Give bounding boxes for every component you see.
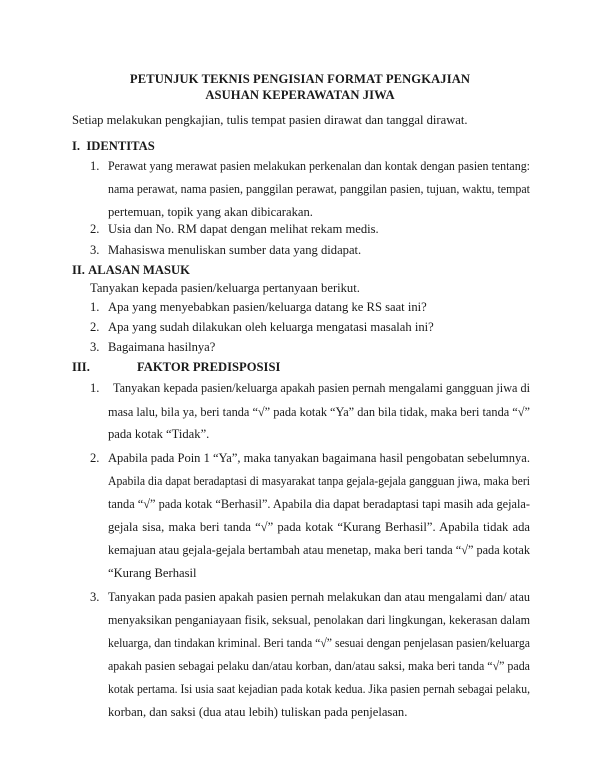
list-item-line: Apa yang menyebabkan pasien/keluarga datang ke RS saat ini? <box>108 300 427 314</box>
list-item-line: kotak pertama. Isi usia saat kejadian pada kotak kedua. Jika pasien pernah sebagai pelaku, <box>108 682 530 696</box>
list-item-number: 3. <box>90 340 100 354</box>
list-item-line: Tanyakan kepada pasien/keluarga apakah pasien pernah mengalami gangguan jiwa di <box>113 381 530 395</box>
list-item-line: nama perawat, nama pasien, panggilan perawat, panggilan pasien, tujuan, waktu, tempat <box>108 182 530 196</box>
section-alasan-masuk-heading <box>72 263 190 278</box>
list-item-line: Apabila dia dapat beradaptasi di masyarakat tanpa gejala-gejala gangguan jiwa, maka beri <box>108 474 530 488</box>
list-item-line: Apabila pada Poin 1 “Ya”, maka tanyakan bagaimana hasil pengobatan sebelumnya. <box>108 451 530 465</box>
list-item-number: 1. <box>90 381 100 395</box>
list-item-line: pada kotak “Tidak”. <box>108 427 210 441</box>
intro-paragraph: Setiap melakukan pengkajian, tulis tempat pasien dirawat dan tanggal dirawat. <box>72 113 468 127</box>
list-item-number: 2. <box>90 320 100 334</box>
document-title-line-2: ASUHAN KEPERAWATAN JIWA <box>205 88 395 102</box>
list-item-line: Bagaimana hasilnya? <box>108 340 216 354</box>
section-faktor-predisposisi-heading: FAKTOR PREDISPOSISI <box>137 360 281 374</box>
section-title: ALASAN MASUK <box>88 263 190 277</box>
list-item-number: 1. <box>90 300 100 314</box>
document-title-line-1: PETUNJUK TEKNIS PENGISIAN FORMAT PENGKAJIAN <box>129 72 471 86</box>
list-item-number: 2. <box>90 451 100 465</box>
list-item-line: tanda “√” pada kotak “Berhasil”. Apabila dia dapat beradaptasi tapi masih ada gejala- <box>108 497 530 511</box>
list-item-line: Usia dan No. RM dapat dengan melihat rekam medis. <box>108 222 379 236</box>
list-item-line: menyaksikan penganiayaan fisik, seksual, penolakan dari lingkungan, kekerasan dalam <box>108 613 530 627</box>
section-number: III. <box>72 360 90 374</box>
list-item-line: Apa yang sudah dilakukan oleh keluarga mengatasi masalah ini? <box>108 320 434 334</box>
list-item-line: Mahasiswa menuliskan sumber data yang didapat. <box>108 243 362 257</box>
section-identitas-heading <box>72 139 155 154</box>
list-item-line: apakah pasien sebagai pelaku dan/atau korban, dan/atau saksi, maka beri tanda “√” pada <box>108 659 530 673</box>
list-item-line: masa lalu, bila ya, beri tanda “√” pada kotak “Ya” dan bila tidak, maka beri tanda “√” <box>108 405 530 419</box>
list-item-line: Perawat yang merawat pasien melakukan perkenalan dan kontak dengan pasien tentang: <box>108 159 530 173</box>
section-title: IDENTITAS <box>86 139 155 153</box>
section-intro: Tanyakan kepada pasien/keluarga pertanyaan berikut. <box>90 281 360 295</box>
list-item-line: keluarga, dan tindakan kriminal. Beri tanda “√” sesuai dengan penjelasan pasien/keluarga <box>108 636 530 650</box>
list-item-line: pertemuan, topik yang akan dibicarakan. <box>108 205 313 219</box>
section-number: II. <box>72 263 85 277</box>
list-item-line: “Kurang Berhasil <box>108 566 197 580</box>
list-item-line: gejala sisa, maka beri tanda “√” pada kotak “Kurang Berhasil”. Apabila tidak ada <box>108 520 530 534</box>
list-item-line: Tanyakan pada pasien apakah pasien pernah melakukan dan atau mengalami dan/ atau <box>108 590 530 604</box>
list-item-number: 3. <box>90 590 100 604</box>
section-number: I. <box>72 139 81 153</box>
list-item-line: korban, dan saksi (dua atau lebih) tuliskan pada penjelasan. <box>108 705 408 719</box>
list-item-number: 3. <box>90 243 100 257</box>
list-item-line: kemajuan atau gejala-gejala bertambah atau menetap, maka beri tanda “√” pada kotak <box>108 543 530 557</box>
list-item-number: 1. <box>90 159 100 173</box>
list-item-number: 2. <box>90 222 100 236</box>
